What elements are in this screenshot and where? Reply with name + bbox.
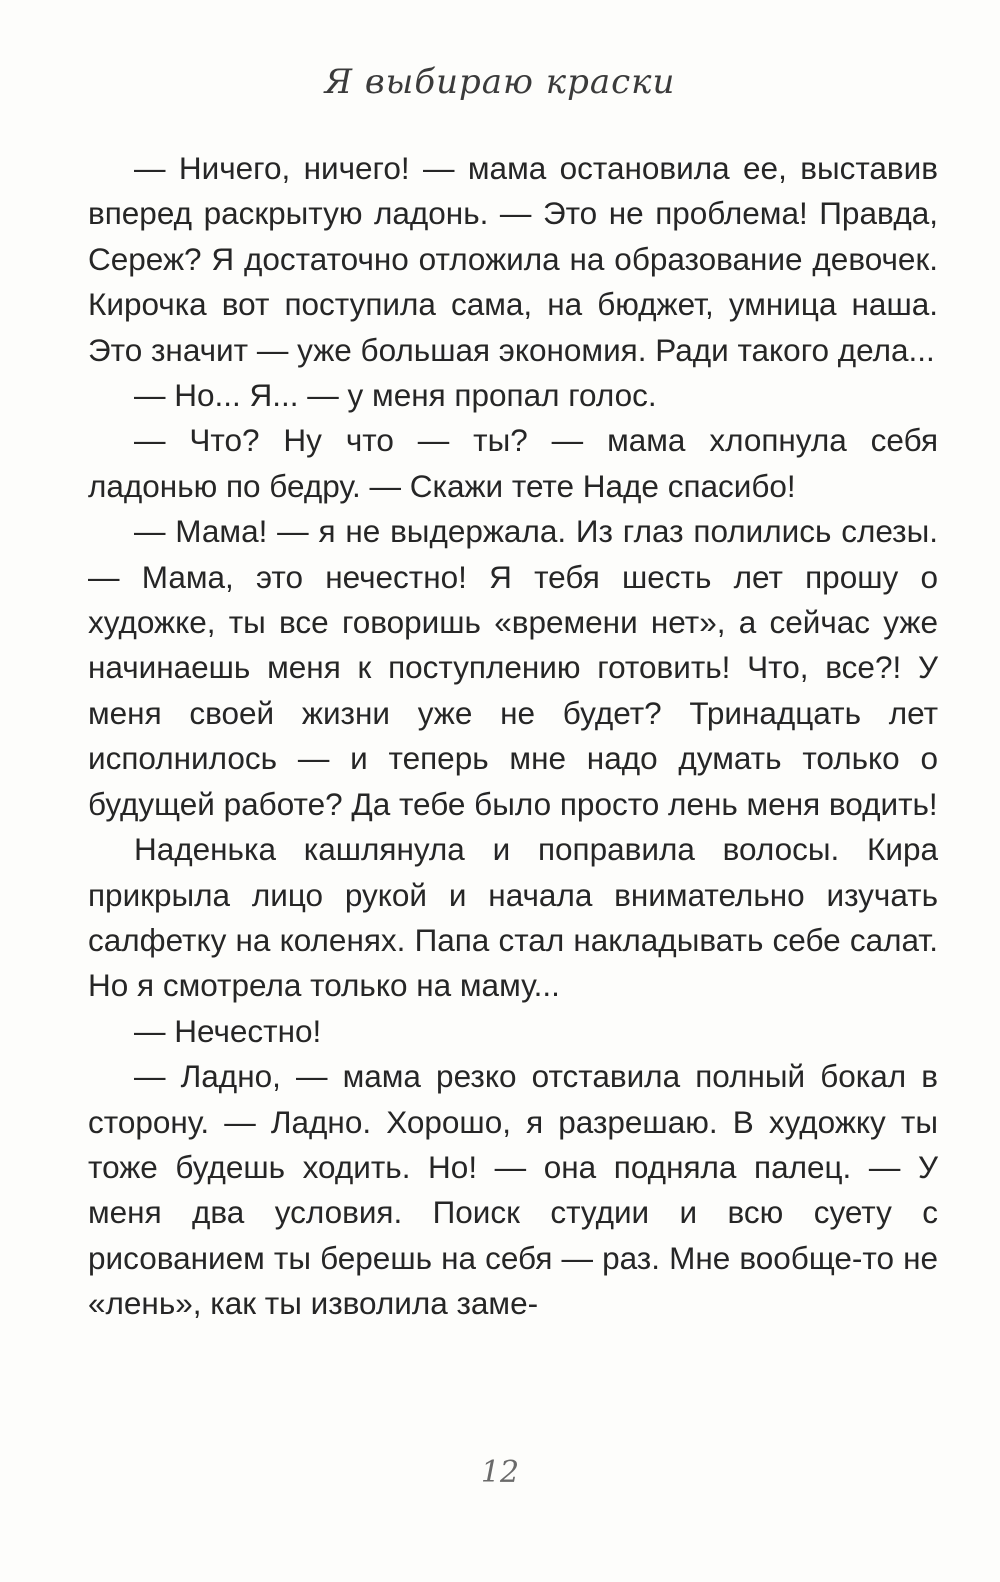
paragraph: — Ладно, — мама резко отставила полный бокал в сторону. — Ладно. Хорошо, я разрешаю. В художку ты тоже будешь ходить. Но! — она подняла палец. — У меня два условия. Поиск студии и всю суету с рисованием ты берешь на себя — раз. Мне вообще-то не «лень», как ты изволила заме- bbox=[88, 1058, 938, 1322]
paragraph: — Нечестно! bbox=[134, 1012, 322, 1049]
running-head: Я выбираю краски bbox=[324, 62, 676, 102]
paragraph: — Что? Ну что — ты? — мама хлопнула себя ладонью по бедру. — Скажи тете Наде спасибо! bbox=[88, 422, 938, 504]
paragraph: — Мама! — я не выдержала. Из глаз полились слезы. — Мама, это нечестно! Я тебя шесть лет прошу о художке, ты все говоришь «времени нет», а сейчас уже начинаешь меня к поступлению готовить! Что, все?! У меня своей жизни уже не будет? Тринадцать лет исполнилось — и теперь мне надо думать только о будущей работе? Да тебе было просто лень меня водить! bbox=[88, 513, 938, 822]
paragraph: — Но... Я... — у меня пропал голос. bbox=[134, 377, 657, 414]
paragraph: Наденька кашлянула и поправила волосы. Кира прикрыла лицо рукой и начала внимательно изучать салфетку на коленях. Папа стал накладывать себе салат. Но я смотрела только на маму... bbox=[88, 831, 938, 1004]
body-text bbox=[88, 146, 938, 1327]
paragraph: — Ничего, ничего! — мама остановила ее, выставив вперед раскрытую ладонь. — Это не проблема! Правда, Сереж? Я достаточно отложила на образование девочек. Кирочка вот поступила сама, на бюджет, умница наша. Это значит — уже большая экономия. Ради такого дела... bbox=[88, 150, 938, 368]
page-number: 12 bbox=[480, 1455, 520, 1490]
